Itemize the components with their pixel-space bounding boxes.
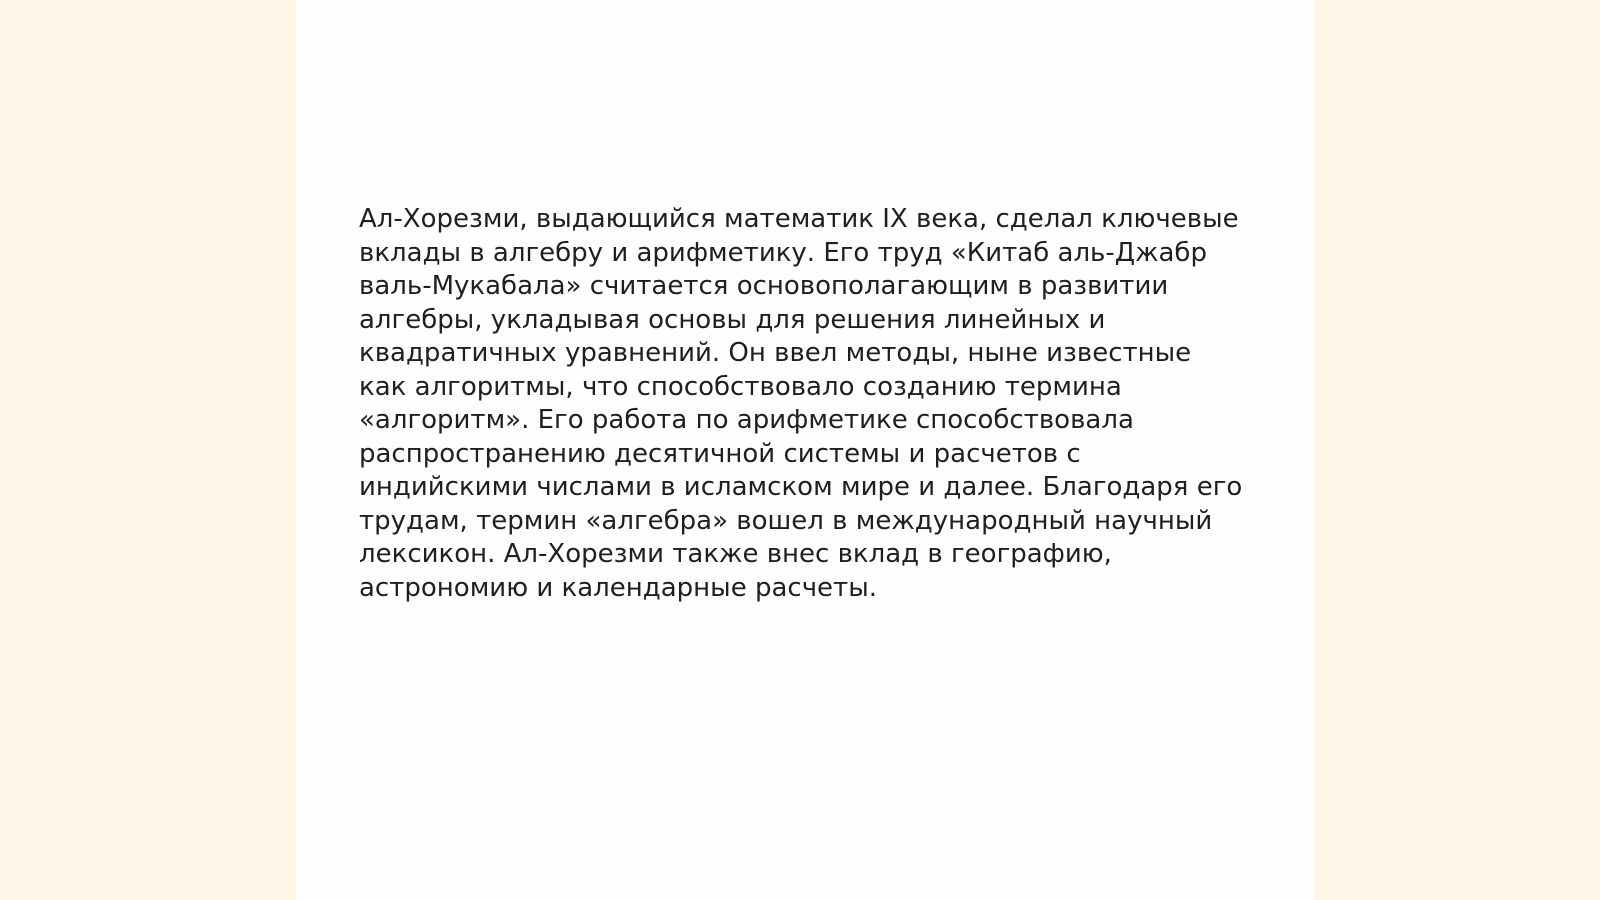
paragraph-line: как алгоритмы, что способствовало созданию термина (359, 371, 1122, 402)
right-margin-background (1314, 0, 1600, 900)
paragraph-line: распространению десятичной системы и расчетов с (359, 438, 1081, 469)
paragraph-line: индийскими числами в исламском мире и далее. Благодаря его (359, 472, 1243, 502)
left-margin-background (0, 0, 296, 900)
paragraph-line: Ал-Хорезми, выдающийся математик IX века, сделал ключевые (359, 204, 1239, 234)
paragraph-line: «алгоритм». Его работа по арифметике способствовала (359, 405, 1134, 435)
paragraph-line: астрономию и календарные расчеты. (359, 572, 877, 603)
paragraph-line: трудам, термин «алгебра» вошел в международный научный (359, 505, 1213, 536)
paragraph-line: квадратичных уравнений. Он ввел методы, ныне известные (359, 338, 1192, 368)
paragraph-line: вклады в алгебру и арифметику. Его труд «Китаб аль-Джабр (359, 237, 1207, 268)
paragraph-line: лексикон. Ал-Хорезми также внес вклад в географию, (359, 539, 1112, 569)
paragraph-line: валь-Мукабала» считается основополагающим в развитии (359, 271, 1169, 301)
paragraph-line: алгебры, укладывая основы для решения линейных и (359, 304, 1106, 335)
body-paragraph (359, 203, 1259, 605)
slide-page (296, 0, 1314, 900)
